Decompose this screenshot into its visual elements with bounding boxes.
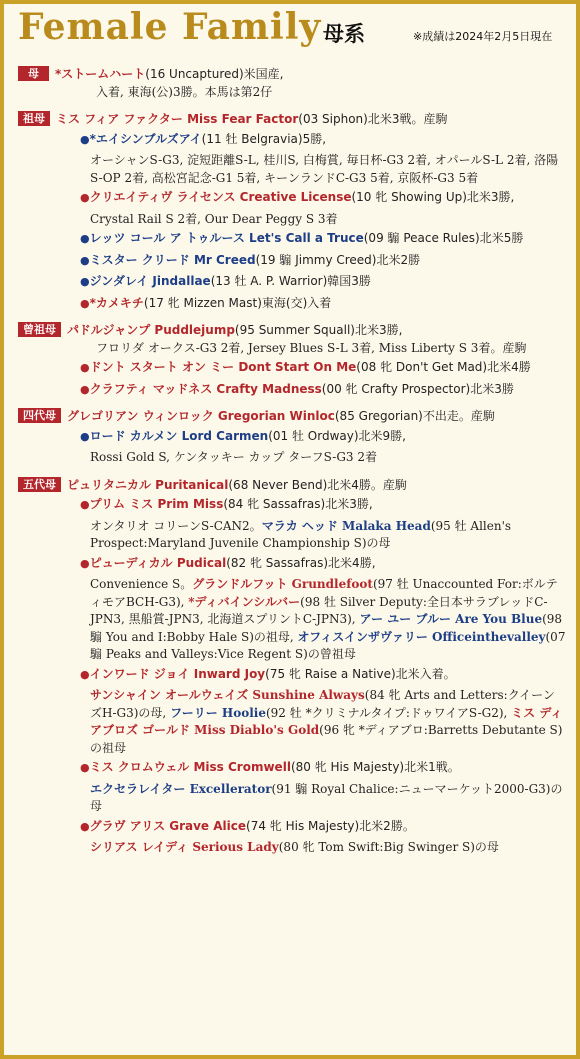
progeny-name: ドント スタート オン ミー Dont Start On Me	[89, 360, 357, 374]
progeny-item	[18, 359, 566, 377]
progeny-extra	[18, 518, 566, 553]
descendant-name: オフィスインザヴァリー Officeinthevalley	[297, 629, 546, 644]
progeny-detail: (19 騸 Jimmy Creed)北米2勝	[255, 252, 421, 267]
descendant-name: シリアス レイディ Serious Lady	[90, 840, 279, 854]
progeny-item	[18, 496, 566, 514]
progeny-detail: (09 騸 Peace Rules)北米5勝	[363, 231, 524, 245]
progeny-name: *カメキチ	[89, 295, 144, 310]
progeny-item	[18, 252, 566, 270]
progeny-detail: (84 牝 Sassafras)北米3勝,	[223, 497, 373, 511]
descendant-detail: (92 牡 *クリミナルタイプ:ドゥワイアS-G2),	[265, 705, 512, 720]
section-granddam	[18, 111, 566, 312]
descendant-name: ミス ディアブロズ ゴールド Miss Diablo's Gold	[90, 705, 563, 737]
descendant-detail: (96 牝 *ディアブロ:Barretts Debutante S)の祖母	[90, 723, 563, 755]
fourth-dam-detail: (85 Gregorian)不出走。産駒	[334, 409, 495, 423]
descendant-name: マラカ ヘッド Malaka Head	[261, 518, 431, 533]
dam-name: *ストームハート	[55, 67, 146, 81]
bullet-icon: ●	[80, 667, 90, 681]
bullet-icon: ●	[80, 132, 90, 146]
progeny-extra-text: Convenience S。	[90, 577, 193, 591]
dam-record: 入着, 東海(公)3勝。本馬は第2仔	[96, 84, 273, 99]
progeny-extra	[18, 576, 566, 664]
progeny-name: クラフティ マッドネス Crafty Madness	[89, 381, 322, 396]
dam-detail: (16 Uncaptured)米国産,	[145, 67, 284, 81]
progeny-extra-text: オンタリオ コリーンS-CAN2。	[90, 518, 262, 533]
bullet-icon: ●	[80, 361, 90, 374]
fifth-dam-name: ピュリタニカル Puritanical	[67, 477, 229, 492]
header	[18, 6, 566, 52]
great-granddam-record: フロリダ オークス-G3 2着, Jersey Blues S-L 3着, Miss Liberty S 3着。産駒	[96, 340, 527, 355]
progeny-extra: Crystal Rail S 2着, Our Dear Peggy S 3着	[90, 211, 338, 226]
progeny-item	[18, 381, 566, 399]
progeny-item	[18, 818, 566, 836]
progeny-detail: (08 牝 Don't Get Mad)北米4勝	[356, 360, 531, 374]
progeny-item	[18, 555, 566, 573]
progeny-name: *エイシンブルズアイ	[89, 131, 202, 146]
progeny-name: ミス クロムウェル Miss Cromwell	[89, 760, 291, 774]
descendant-detail: (84 牝 Arts and Letters:クイーンズH-G3)の母,	[90, 688, 555, 720]
bullet-icon: ●	[80, 275, 90, 288]
badge-fourth-dam: 四代母	[18, 408, 61, 423]
descendant-detail: (91 騸 Royal Chalice:ニューマーケット2000-G3)の母	[90, 781, 563, 813]
progeny-item	[18, 295, 566, 313]
progeny-detail: (10 牝 Showing Up)北米3勝,	[351, 190, 515, 204]
bullet-icon: ●	[80, 232, 90, 245]
progeny-item	[18, 189, 566, 207]
page-subtitle: 母系	[323, 22, 365, 46]
great-granddam-detail: (95 Summer Squall)北米3勝,	[234, 323, 403, 337]
section-fourth-dam	[18, 408, 566, 467]
bullet-icon: ●	[80, 819, 90, 833]
progeny-detail: (75 牝 Raise a Native)北米入着。	[265, 666, 456, 681]
section-great-granddam	[18, 322, 566, 398]
bullet-icon: ●	[80, 429, 90, 443]
granddam-name: ミス フィア ファクター Miss Fear Factor	[56, 112, 299, 126]
progeny-item	[18, 666, 566, 684]
progeny-item	[18, 273, 566, 291]
descendant-name: *ディバインシルバー	[188, 594, 301, 609]
descendant-name: フーリー Hoolie	[170, 705, 266, 720]
progeny-name: ミスター クリード Mr Creed	[89, 252, 256, 267]
progeny-detail: (13 牡 A. P. Warrior)韓国3勝	[210, 274, 371, 288]
progeny-name: ロード カルメン Lord Carmen	[89, 428, 269, 443]
progeny-item	[18, 759, 566, 777]
pedigree-content	[18, 66, 566, 867]
badge-granddam: 祖母	[18, 111, 50, 126]
progeny-name: グラヴ アリス Grave Alice	[89, 818, 247, 833]
granddam-detail: (03 Siphon)北米3戦。産駒	[298, 112, 448, 126]
progeny-extra: オーシャンS-G3, 淀短距離S-L, 桂川S, 白梅賞, 毎日杯-G3 2着, オパールS-L 2着, 洛陽S-OP 2着, 高松宮記念-G1 5着, キーンランドC-G3 5着, 京阪杯-G3 5着	[90, 153, 559, 185]
descendant-detail: (98 牡 Silver Deputy:全日本サラブレッドC-JPN3, 黒船賞-JPN3, 北海道スプリントC-JPN3),	[90, 594, 548, 626]
progeny-name: レッツ コール ア トゥルース Let's Call a Truce	[89, 231, 364, 245]
progeny-name: クリエイティヴ ライセンス Creative License	[89, 190, 352, 204]
descendant-name: グランドルフット Grundlefoot	[192, 577, 373, 591]
progeny-detail: (11 牡 Belgravia)5勝,	[201, 131, 327, 146]
descendant-detail: (07 騸 Peaks and Valleys:Vice Regent S)の曾祖母	[90, 629, 566, 661]
bullet-icon: ●	[80, 253, 90, 267]
fourth-dam-name: グレゴリアン ウィンロック Gregorian Winloc	[67, 409, 335, 423]
page-title: Female Family	[18, 6, 322, 48]
section-dam	[18, 66, 566, 101]
progeny-item	[18, 230, 566, 248]
progeny-name: ジンダレイ Jindallae	[89, 274, 211, 288]
bullet-icon: ●	[80, 498, 90, 511]
date-note: ※成績は2024年2月5日現在	[413, 30, 553, 43]
bullet-icon: ●	[80, 382, 90, 396]
progeny-item	[18, 428, 566, 446]
bullet-icon: ●	[80, 296, 90, 310]
progeny-detail: (00 牝 Crafty Prospector)北米3勝	[321, 381, 514, 396]
badge-great-granddam: 曾祖母	[18, 322, 61, 337]
descendant-name: エクセラレイター Excellerator	[90, 781, 272, 796]
progeny-extra	[18, 687, 566, 757]
progeny-name: ピューディカル Pudical	[89, 555, 227, 570]
progeny-extra	[18, 781, 566, 816]
progeny-detail: (74 牝 His Majesty)北米2勝。	[246, 818, 415, 833]
great-granddam-name: パドルジャンプ Puddlejump	[67, 323, 235, 337]
badge-dam: 母	[18, 66, 49, 81]
fifth-dam-detail: (68 Never Bend)北米4勝。産駒	[228, 477, 407, 492]
bullet-icon: ●	[80, 191, 90, 204]
progeny-name: プリム ミス Prim Miss	[89, 497, 224, 511]
descendant-detail: (80 牝 Tom Swift:Big Swinger S)の母	[278, 840, 499, 854]
progeny-detail: (17 牝 Mizzen Mast)東海(交)入着	[143, 295, 332, 310]
progeny-detail: (82 牝 Sassafras)北米4勝,	[226, 555, 376, 570]
bullet-icon: ●	[80, 761, 90, 774]
descendant-detail: (95 牡 Allen's Prospect:Maryland Juvenile Championship S)の母	[90, 518, 512, 550]
progeny-name: インワード ジョイ Inward Joy	[89, 666, 266, 681]
badge-fifth-dam: 五代母	[18, 477, 61, 492]
descendant-name: サンシャイン オールウェイズ Sunshine Always	[90, 688, 365, 702]
progeny-detail: (80 牝 His Majesty)北米1戦。	[290, 760, 460, 774]
descendant-detail: (97 牡 Unaccounted For:ボルティモアBCH-G3),	[90, 577, 558, 609]
section-fifth-dam	[18, 477, 566, 857]
progeny-detail: (01 牡 Ordway)北米9勝,	[268, 428, 406, 443]
descendant-name: アー ユー ブルー Are You Blue	[359, 612, 543, 626]
progeny-item	[18, 131, 566, 149]
progeny-extra: Rossi Gold S, ケンタッキー カップ ターフS-G3 2着	[90, 450, 378, 464]
progeny-extra	[18, 839, 566, 857]
descendant-detail: (98 騸 You and I:Bobby Hale S)の祖母,	[90, 612, 563, 644]
bullet-icon: ●	[80, 556, 90, 570]
